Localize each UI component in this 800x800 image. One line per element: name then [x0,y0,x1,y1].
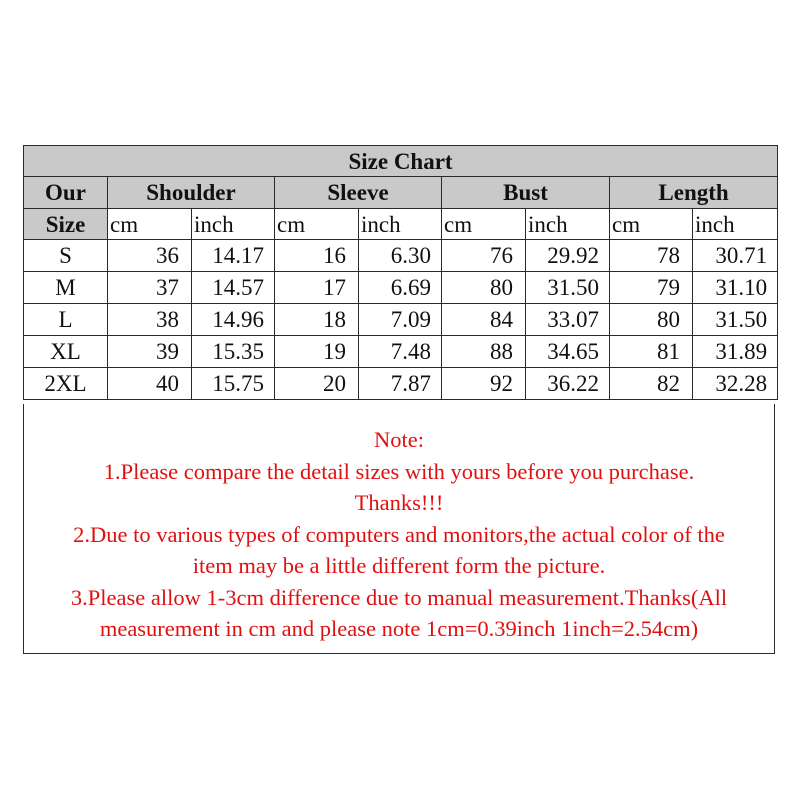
note-section [23,404,775,654]
size-chart-table [23,145,778,400]
table-row [24,368,778,400]
bust-inch-cell: 33.07 [526,304,610,336]
length-cm-cell: 78 [610,240,693,272]
note-line: Thanks!!! [354,490,444,515]
sleeve-inch-cell: 6.30 [359,240,442,272]
size-cell: L [24,304,108,336]
length-cm-cell: 81 [610,336,693,368]
sleeve-inch-cell: 7.09 [359,304,442,336]
sleeve-inch-unit: inch [359,209,442,240]
note-line: 2.Due to various types of computers and monitors,the actual color of the [73,521,725,547]
shoulder-cm-cell: 37 [108,272,192,304]
length-inch-cell: 30.71 [693,240,778,272]
bust-cm-cell: 80 [442,272,526,304]
table-row [24,272,778,304]
table-row [24,336,778,368]
shoulder-cm-cell: 40 [108,368,192,400]
size-cell: 2XL [24,368,108,400]
sleeve-cm-cell: 19 [275,336,359,368]
length-cm-cell: 82 [610,368,693,400]
shoulder-cm-cell: 39 [108,336,192,368]
shoulder-cm-unit: cm [108,209,192,240]
sleeve-cm-cell: 17 [275,272,359,304]
note-line: item may be a little different form the picture. [192,553,606,578]
bust-cm-cell: 76 [442,240,526,272]
shoulder-inch-cell: 14.96 [192,304,275,336]
size-column-header: Our [24,177,108,209]
sleeve-cm-cell: 16 [275,240,359,272]
length-inch-unit: inch [693,209,778,240]
bust-inch-cell: 36.22 [526,368,610,400]
shoulder-cm-cell: 36 [108,240,192,272]
size-column-header-line2: Size [24,209,108,240]
length-inch-cell: 31.50 [693,304,778,336]
shoulder-inch-cell: 15.35 [192,336,275,368]
shoulder-cm-cell: 38 [108,304,192,336]
bust-inch-unit: inch [526,209,610,240]
bust-header: Bust [442,177,610,209]
shoulder-header: Shoulder [108,177,275,209]
size-cell: S [24,240,108,272]
chart-title: Size Chart [24,146,778,177]
length-inch-cell: 31.10 [693,272,778,304]
sleeve-inch-cell: 7.87 [359,368,442,400]
shoulder-inch-cell: 14.57 [192,272,275,304]
size-cell: XL [24,336,108,368]
note-heading: Note: [374,427,424,452]
bust-cm-cell: 84 [442,304,526,336]
sleeve-header: Sleeve [275,177,442,209]
sleeve-inch-cell: 6.69 [359,272,442,304]
length-header: Length [610,177,778,209]
shoulder-inch-unit: inch [192,209,275,240]
sleeve-inch-cell: 7.48 [359,336,442,368]
bust-inch-cell: 34.65 [526,336,610,368]
length-cm-cell: 79 [610,272,693,304]
bust-cm-cell: 88 [442,336,526,368]
size-cell: M [24,272,108,304]
note-line: measurement in cm and please note 1cm=0.39inch 1inch=2.54cm) [99,616,699,641]
note-line: 1.Please compare the detail sizes with yours before you purchase. [103,458,695,484]
note-line: 3.Please allow 1-3cm difference due to manual measurement.Thanks(All [70,584,728,610]
sleeve-cm-cell: 18 [275,304,359,336]
bust-inch-cell: 29.92 [526,240,610,272]
length-inch-cell: 31.89 [693,336,778,368]
table-row [24,304,778,336]
length-cm-cell: 80 [610,304,693,336]
length-inch-cell: 32.28 [693,368,778,400]
bust-inch-cell: 31.50 [526,272,610,304]
shoulder-inch-cell: 15.75 [192,368,275,400]
length-cm-unit: cm [610,209,693,240]
bust-cm-unit: cm [442,209,526,240]
table-row [24,240,778,272]
bust-cm-cell: 92 [442,368,526,400]
shoulder-inch-cell: 14.17 [192,240,275,272]
sleeve-cm-unit: cm [275,209,359,240]
sleeve-cm-cell: 20 [275,368,359,400]
